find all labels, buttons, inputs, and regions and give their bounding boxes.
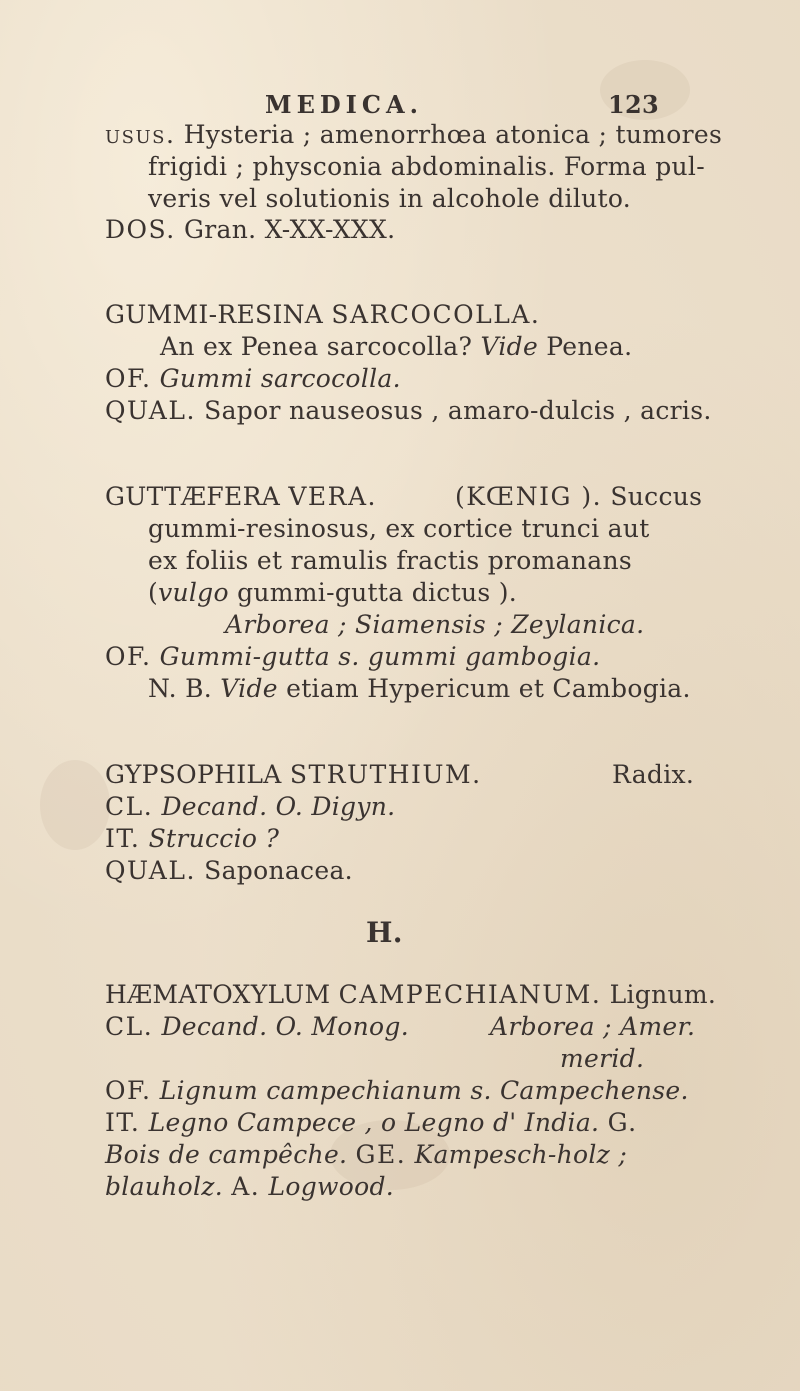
running-head: MEDICA.	[265, 90, 423, 119]
usus-line-1	[105, 120, 722, 150]
haematoxylum-g-label: G.	[607, 1108, 638, 1137]
gypsophila-title: GYPSOPHILA	[105, 760, 282, 789]
gypsophila-part: Radix.	[612, 760, 695, 789]
gypsophila-it-text: Struccio ?	[148, 824, 280, 853]
gypsophila-cl-line	[105, 792, 395, 822]
usus-line-2: frigidi ; physconia abdominalis. Forma pul-	[148, 152, 705, 181]
haematoxylum-title: HÆMATOXYLUM	[105, 980, 331, 1009]
gummi-resina-qual-line	[105, 396, 712, 426]
guttaefera-nb-line	[148, 674, 691, 704]
haematoxylum-cl-text: Decand. O. Monog.	[161, 1012, 409, 1041]
haematoxylum-a-label: A.	[231, 1172, 261, 1201]
usus-text: Hysteria ; amenorrhœa atonica ; tumores	[183, 120, 723, 149]
gypsophila-it-label: IT.	[105, 824, 141, 853]
guttaefera-line-2: gummi-resinosus, ex cortice trunci aut	[148, 514, 650, 543]
gypsophila-cl-label: CL.	[105, 792, 154, 821]
usus-label: usus.	[105, 120, 176, 149]
haematoxylum-a-text: Logwood.	[268, 1172, 395, 1201]
page-number: 123	[608, 90, 659, 119]
haematoxylum-of-text: Lignum campechianum s. Campechense.	[159, 1076, 689, 1105]
haematoxylum-species: CAMPECHIANUM.	[338, 980, 602, 1009]
gummi-resina-of-text: Gummi sarcocolla.	[159, 364, 401, 393]
haematoxylum-ge-text-2: blauholz.	[105, 1172, 223, 1201]
haematoxylum-ge-text: Kampesch-holz ;	[414, 1140, 628, 1169]
gypsophila-heading	[105, 760, 482, 790]
haematoxylum-fr-text: Bois de campêche.	[105, 1140, 348, 1169]
haematoxylum-it-text: Legno Campece , o Legno d' India.	[148, 1108, 600, 1137]
usus-line-3: veris vel solutionis in alcohole diluto.	[148, 184, 632, 213]
gummi-resina-species: SARCOCOLLA.	[331, 300, 541, 329]
gypsophila-species: STRUTHIUM.	[289, 760, 482, 789]
haematoxylum-of-label: OF.	[105, 1076, 152, 1105]
page-stain	[40, 760, 110, 850]
guttaefera-vulgo: vulgo	[158, 578, 229, 607]
guttaefera-author-line	[455, 482, 702, 512]
dos-text: Gran. X-XX-XXX.	[183, 215, 396, 244]
gypsophila-it-line	[105, 824, 279, 854]
gypsophila-qual-label: QUAL.	[105, 856, 196, 885]
gypsophila-qual-line	[105, 856, 353, 886]
guttaefera-species: VERA.	[288, 482, 377, 511]
gummi-resina-of-label: OF.	[105, 364, 152, 393]
guttaefera-of-line	[105, 642, 600, 672]
guttaefera-nb-text: etiam Hypericum et Cambogia.	[286, 674, 691, 703]
section-letter: H.	[366, 916, 403, 949]
gummi-resina-vide: Vide	[480, 332, 539, 361]
guttaefera-heading	[105, 482, 377, 512]
haematoxylum-habitat: Arborea ; Amer.	[490, 1012, 696, 1041]
haematoxylum-part: Lignum.	[609, 980, 717, 1009]
haematoxylum-en-line	[105, 1172, 394, 1202]
haematoxylum-habitat-cont: merid.	[560, 1044, 645, 1073]
guttaefera-nb-vide: Vide	[220, 674, 278, 703]
guttaefera-nb-label: N. B.	[148, 674, 212, 703]
haematoxylum-cl-line	[105, 1012, 409, 1042]
haematoxylum-it-label: IT.	[105, 1108, 141, 1137]
gypsophila-qual-text: Saponacea.	[204, 856, 353, 885]
gummi-resina-heading	[105, 300, 540, 330]
haematoxylum-of-line	[105, 1076, 689, 1106]
guttaefera-line-3: ex foliis et ramulis fractis promanans	[148, 546, 633, 575]
haematoxylum-ge-label: GE.	[355, 1140, 407, 1169]
guttaefera-paren: (	[148, 578, 159, 607]
guttaefera-desc-start: Succus	[610, 482, 703, 511]
guttaefera-title: GUTTÆFERA	[105, 482, 281, 511]
gummi-resina-of-line	[105, 364, 401, 394]
haematoxylum-heading	[105, 980, 716, 1010]
haematoxylum-fr-line	[105, 1140, 627, 1170]
guttaefera-line-4	[148, 578, 517, 608]
dos-line	[105, 215, 395, 245]
haematoxylum-it-line	[105, 1108, 638, 1138]
guttaefera-common-name: gummi-gutta dictus ).	[237, 578, 518, 607]
gummi-resina-ref: Penea.	[546, 332, 633, 361]
guttaefera-of-label: OF.	[105, 642, 152, 671]
guttaefera-of-text: Gummi-gutta s. gummi gambogia.	[159, 642, 601, 671]
gummi-resina-line-1	[160, 332, 632, 362]
gypsophila-cl-text: Decand. O. Digyn.	[161, 792, 396, 821]
gummi-resina-question: An ex Penea sarcocolla?	[160, 332, 473, 361]
dos-label: DOS.	[105, 215, 176, 244]
haematoxylum-cl-label: CL.	[105, 1012, 154, 1041]
gummi-resina-title: GUMMI-RESINA	[105, 300, 324, 329]
gummi-resina-qual-label: QUAL.	[105, 396, 196, 425]
gummi-resina-qual-text: Sapor nauseosus , amaro-dulcis , acris.	[204, 396, 712, 425]
guttaefera-author: (KŒNIG ).	[455, 482, 603, 511]
guttaefera-habitat: Arborea ; Siamensis ; Zeylanica.	[225, 610, 645, 639]
